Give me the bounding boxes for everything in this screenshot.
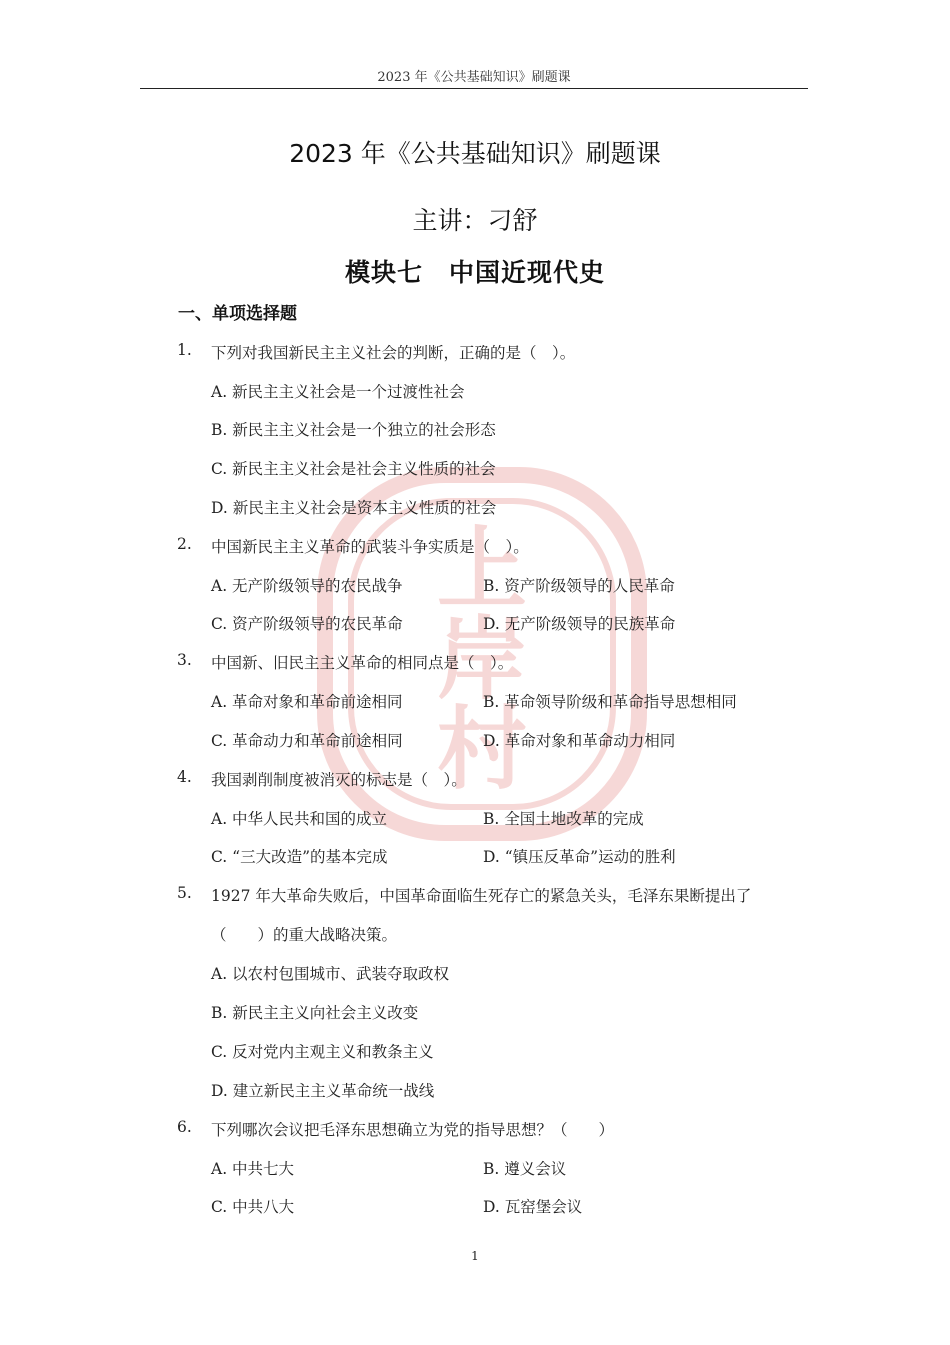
question-stem: 下列对我国新民主主义社会的判断，正确的是（ ）。 — [211, 344, 576, 362]
option: B. 资产阶级领导的人民革命 — [483, 577, 675, 595]
question-number: 5. — [177, 884, 192, 902]
question-stem-continuation: （ ）的重大战略决策。 — [211, 926, 398, 944]
running-header: 2023 年《公共基础知识》刷题课 — [377, 70, 571, 85]
section-heading: 一、单项选择题 — [178, 304, 297, 324]
option: D. 新民主主义社会是资本主义性质的社会 — [211, 499, 497, 517]
page-number: 1 — [471, 1249, 479, 1263]
option: A. 无产阶级领导的农民战争 — [211, 577, 403, 595]
option: C. “三大改造”的基本完成 — [211, 848, 388, 866]
option: C. 新民主主义社会是社会主义性质的社会 — [211, 460, 496, 478]
option: B. 遵义会议 — [483, 1160, 567, 1178]
question-number: 4. — [177, 768, 192, 786]
option: D. 革命对象和革命动力相同 — [483, 732, 676, 750]
option: C. 反对党内主观主义和教条主义 — [211, 1043, 434, 1061]
option: C. 资产阶级领导的农民革命 — [211, 615, 403, 633]
question-number: 6. — [177, 1118, 192, 1136]
question-number: 3. — [177, 651, 192, 669]
svg-text:村: 村 — [437, 697, 527, 802]
option: A. 中共七大 — [211, 1160, 295, 1178]
option: D. “镇压反革命”运动的胜利 — [483, 848, 676, 866]
option: A. 新民主主义社会是一个过渡性社会 — [211, 383, 465, 401]
question-stem: 下列哪次会议把毛泽东思想确立为党的指导思想？（ ） — [211, 1121, 615, 1139]
header-rule — [140, 88, 808, 89]
option: B. 革命领导阶级和革命指导思想相同 — [483, 693, 737, 711]
option: D. 瓦窑堡会议 — [483, 1198, 583, 1216]
document-title: 2023 年《公共基础知识》刷题课 — [289, 139, 661, 168]
option: A. 中华人民共和国的成立 — [211, 810, 388, 828]
question-stem: 我国剥削制度被消灭的标志是（ ）。 — [211, 771, 467, 789]
option: B. 全国土地改革的完成 — [483, 810, 644, 828]
svg-text:岸: 岸 — [437, 607, 527, 712]
question-stem: 中国新、旧民主主义革命的相同点是（ ）。 — [211, 654, 514, 672]
module-title: 模块七 中国近现代史 — [344, 258, 605, 287]
option: D. 建立新民主主义革命统一战线 — [211, 1082, 435, 1100]
option: D. 无产阶级领导的民族革命 — [483, 615, 676, 633]
question-number: 2. — [177, 535, 192, 553]
option: A. 革命对象和革命前途相同 — [211, 693, 403, 711]
svg-text:上: 上 — [437, 517, 527, 622]
option: C. 革命动力和革命前途相同 — [211, 732, 403, 750]
question-number: 1. — [177, 341, 192, 359]
question-stem: 1927 年大革命失败后，中国革命面临生死存亡的紧急关头，毛泽东果断提出了 — [211, 887, 752, 905]
lecturer-title: 主讲：刁舒 — [412, 206, 538, 235]
option: B. 新民主主义社会是一个独立的社会形态 — [211, 421, 496, 439]
option: B. 新民主主义向社会主义改变 — [211, 1004, 419, 1022]
option: A. 以农村包围城市、武装夺取政权 — [211, 965, 450, 983]
option: C. 中共八大 — [211, 1198, 295, 1216]
question-stem: 中国新民主主义革命的武装斗争实质是（ ）。 — [211, 538, 529, 556]
